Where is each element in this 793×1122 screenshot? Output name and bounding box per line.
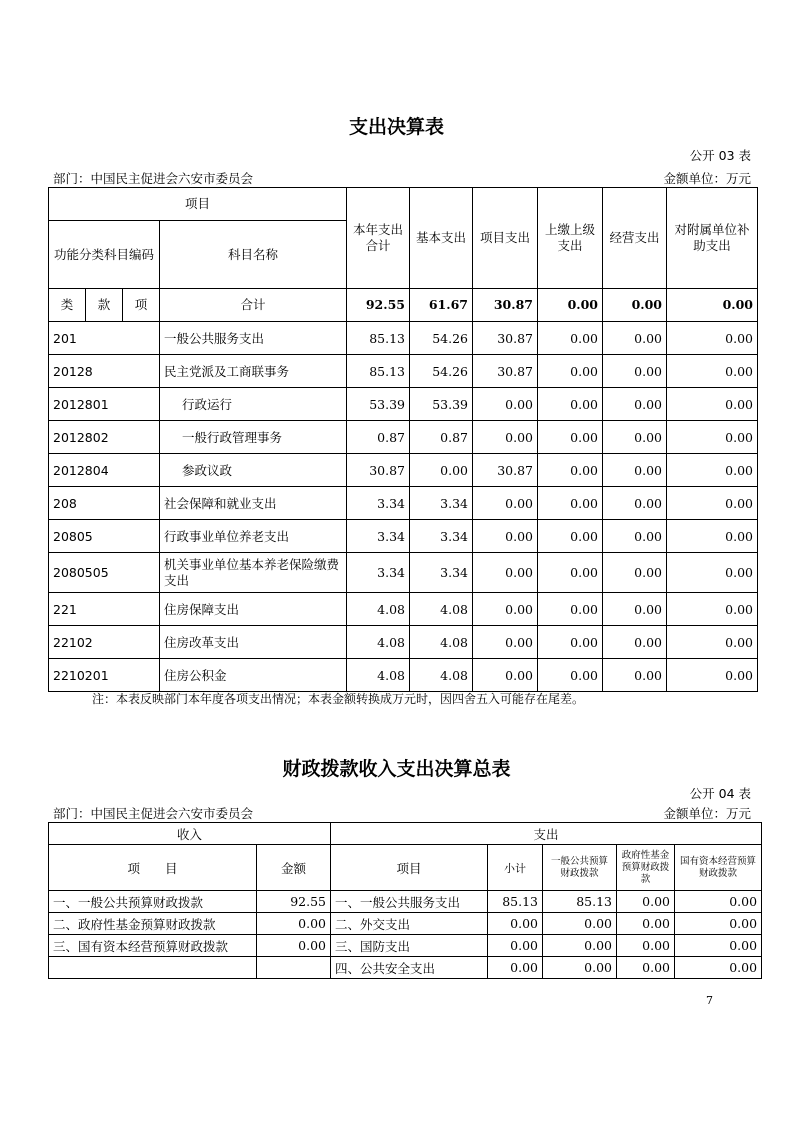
function-code: 2210201 (49, 659, 160, 692)
amount-cell: 30.87 (347, 454, 410, 487)
amount-cell: 0.00 (603, 626, 667, 659)
amount-cell: 0.00 (667, 520, 758, 553)
amount-cell: 0.87 (347, 421, 410, 454)
total-value: 92.55 (347, 289, 410, 322)
function-code: 20128 (49, 355, 160, 388)
amount-cell: 53.39 (347, 388, 410, 421)
amount-cell: 85.13 (347, 322, 410, 355)
amount-cell: 0.00 (538, 421, 603, 454)
subject-name: 一般公共服务支出 (160, 322, 347, 355)
amount-cell: 0.00 (667, 593, 758, 626)
amount-cell: 0.00 (603, 553, 667, 593)
subject-name: 社会保障和就业支出 (160, 487, 347, 520)
header-state-capital: 国有资本经营预算财政拨款 (675, 845, 762, 891)
amount-cell: 0.00 (538, 553, 603, 593)
amount-cell: 30.87 (473, 355, 538, 388)
amount-cell: 0.00 (667, 421, 758, 454)
expense-amount: 0.00 (675, 913, 762, 935)
header-general: 一般公共预算财政拨款 (543, 845, 617, 891)
expense-amount: 0.00 (617, 957, 675, 979)
amount-cell: 0.00 (603, 520, 667, 553)
expense-amount: 0.00 (617, 935, 675, 957)
amount-cell: 3.34 (347, 520, 410, 553)
expense-item: 一、一般公共服务支出 (331, 891, 488, 913)
header-xiang: 项 (123, 289, 160, 322)
income-item: 一、一般公共预算财政拨款 (49, 891, 257, 913)
amount-cell: 0.00 (667, 454, 758, 487)
amount-cell: 0.00 (603, 355, 667, 388)
amount-cell: 0.00 (410, 454, 473, 487)
table1-note: 注：本表反映部门本年度各项支出情况；本表金额转换成万元时，因四舍五入可能存在尾差。 (92, 692, 585, 706)
table-row (49, 421, 758, 454)
header-total: 本年支出合计 (347, 188, 410, 289)
amount-cell: 0.00 (603, 454, 667, 487)
amount-cell: 0.00 (667, 322, 758, 355)
amount-cell: 0.00 (667, 355, 758, 388)
table-row (49, 553, 758, 593)
income-item: 二、政府性基金预算财政拨款 (49, 913, 257, 935)
amount-cell: 0.00 (473, 659, 538, 692)
function-code: 20805 (49, 520, 160, 553)
header-kuan: 款 (86, 289, 123, 322)
amount-cell: 0.00 (603, 388, 667, 421)
amount-cell: 30.87 (473, 322, 538, 355)
expenditure-table (48, 187, 758, 692)
amount-cell: 0.00 (473, 487, 538, 520)
table2-code: 公开 04 表 (689, 786, 751, 801)
table-row (49, 659, 758, 692)
header-gov-fund: 政府性基金预算财政拨款 (617, 845, 675, 891)
header-basic: 基本支出 (410, 188, 473, 289)
amount-cell: 30.87 (473, 454, 538, 487)
header-lei: 类 (49, 289, 86, 322)
table-row (49, 891, 762, 913)
amount-cell: 0.00 (667, 487, 758, 520)
header-subtotal: 小计 (488, 845, 543, 891)
header-item: 项 目 (49, 845, 257, 891)
amount-cell: 0.00 (473, 593, 538, 626)
amount-cell: 54.26 (410, 355, 473, 388)
amount-cell: 4.08 (410, 659, 473, 692)
expense-amount: 0.00 (543, 935, 617, 957)
expense-amount: 0.00 (675, 957, 762, 979)
amount-cell: 0.00 (538, 322, 603, 355)
income-item: 三、国有资本经营预算财政拨款 (49, 935, 257, 957)
amount-cell: 0.00 (538, 659, 603, 692)
table1-code: 公开 03 表 (689, 148, 751, 163)
table-row (49, 487, 758, 520)
table2-department: 部门：中国民主促进会六安市委员会 (53, 806, 254, 821)
amount-cell: 3.34 (347, 553, 410, 593)
subject-name: 机关事业单位基本养老保险缴费支出 (160, 553, 347, 593)
expense-item: 四、公共安全支出 (331, 957, 488, 979)
amount-cell: 0.00 (667, 553, 758, 593)
amount-cell: 0.00 (667, 659, 758, 692)
amount-cell: 0.00 (473, 520, 538, 553)
header-subject-name: 科目名称 (160, 221, 347, 289)
table-row (49, 454, 758, 487)
subject-name: 住房保障支出 (160, 593, 347, 626)
income-item (49, 957, 257, 979)
amount-cell: 0.00 (473, 421, 538, 454)
header-amount: 金额 (257, 845, 331, 891)
expense-item: 三、国防支出 (331, 935, 488, 957)
amount-cell: 4.08 (347, 593, 410, 626)
amount-cell: 4.08 (347, 659, 410, 692)
header-exp-item: 项目 (331, 845, 488, 891)
function-code: 2080505 (49, 553, 160, 593)
amount-cell: 0.00 (538, 593, 603, 626)
expense-amount: 0.00 (617, 891, 675, 913)
amount-cell: 3.34 (410, 520, 473, 553)
expense-amount: 0.00 (543, 913, 617, 935)
amount-cell: 0.00 (473, 626, 538, 659)
table1-unit: 金额单位：万元 (663, 171, 751, 186)
subject-name: 行政运行 (160, 388, 347, 421)
header-project-expense: 项目支出 (473, 188, 538, 289)
subject-name: 一般行政管理事务 (160, 421, 347, 454)
amount-cell: 0.00 (603, 421, 667, 454)
function-code: 2012804 (49, 454, 160, 487)
table-row (49, 913, 762, 935)
amount-cell: 0.00 (538, 454, 603, 487)
expense-amount: 0.00 (675, 935, 762, 957)
amount-cell: 4.08 (410, 626, 473, 659)
function-code: 201 (49, 322, 160, 355)
table1-title: 支出决算表 (348, 116, 444, 138)
header-expense: 支出 (331, 823, 762, 845)
subject-name: 行政事业单位养老支出 (160, 520, 347, 553)
expense-amount: 85.13 (543, 891, 617, 913)
expense-amount: 0.00 (488, 935, 543, 957)
amount-cell: 0.00 (473, 388, 538, 421)
table2-title: 财政拨款收入支出决算总表 (282, 758, 511, 780)
header-subsidy: 对附属单位补助支出 (667, 188, 758, 289)
header-project: 项目 (49, 188, 347, 221)
amount-cell: 4.08 (347, 626, 410, 659)
total-row-label: 合计 (160, 289, 347, 322)
expense-amount: 0.00 (543, 957, 617, 979)
subject-name: 参政议政 (160, 454, 347, 487)
amount-cell: 53.39 (410, 388, 473, 421)
subject-name: 民主党派及工商联事务 (160, 355, 347, 388)
amount-cell: 0.00 (603, 593, 667, 626)
income-amount: 92.55 (257, 891, 331, 913)
table-row (49, 935, 762, 957)
header-func-code: 功能分类科目编码 (49, 221, 160, 289)
header-income: 收入 (49, 823, 331, 845)
amount-cell: 0.00 (603, 487, 667, 520)
table-row (49, 520, 758, 553)
table-row (49, 593, 758, 626)
fiscal-summary-table (48, 822, 762, 979)
function-code: 2012801 (49, 388, 160, 421)
subject-name: 住房改革支出 (160, 626, 347, 659)
amount-cell: 4.08 (410, 593, 473, 626)
income-amount: 0.00 (257, 913, 331, 935)
amount-cell: 0.00 (473, 553, 538, 593)
table-row (49, 388, 758, 421)
total-value: 0.00 (603, 289, 667, 322)
amount-cell: 0.00 (538, 355, 603, 388)
amount-cell: 0.87 (410, 421, 473, 454)
total-value: 61.67 (410, 289, 473, 322)
expense-item: 二、外交支出 (331, 913, 488, 935)
amount-cell: 54.26 (410, 322, 473, 355)
expense-amount: 0.00 (675, 891, 762, 913)
table-row (49, 322, 758, 355)
table-row (49, 355, 758, 388)
table-row (49, 957, 762, 979)
amount-cell: 0.00 (538, 487, 603, 520)
expense-amount: 0.00 (488, 913, 543, 935)
amount-cell: 0.00 (538, 388, 603, 421)
income-amount (257, 957, 331, 979)
amount-cell: 3.34 (410, 487, 473, 520)
expense-amount: 85.13 (488, 891, 543, 913)
expense-amount: 0.00 (617, 913, 675, 935)
function-code: 2012802 (49, 421, 160, 454)
function-code: 208 (49, 487, 160, 520)
function-code: 221 (49, 593, 160, 626)
table-row (49, 626, 758, 659)
amount-cell: 0.00 (603, 659, 667, 692)
amount-cell: 3.34 (347, 487, 410, 520)
total-value: 0.00 (667, 289, 758, 322)
amount-cell: 0.00 (603, 322, 667, 355)
income-amount: 0.00 (257, 935, 331, 957)
amount-cell: 0.00 (538, 626, 603, 659)
header-business: 经营支出 (603, 188, 667, 289)
total-value: 30.87 (473, 289, 538, 322)
amount-cell: 0.00 (667, 626, 758, 659)
expense-amount: 0.00 (488, 957, 543, 979)
header-upper: 上缴上级支出 (538, 188, 603, 289)
subject-name: 住房公积金 (160, 659, 347, 692)
page-number: 7 (706, 994, 713, 1007)
table2-unit: 金额单位：万元 (663, 806, 751, 821)
table1-department: 部门：中国民主促进会六安市委员会 (53, 171, 254, 186)
amount-cell: 85.13 (347, 355, 410, 388)
amount-cell: 0.00 (538, 520, 603, 553)
function-code: 22102 (49, 626, 160, 659)
amount-cell: 0.00 (667, 388, 758, 421)
total-value: 0.00 (538, 289, 603, 322)
amount-cell: 3.34 (410, 553, 473, 593)
